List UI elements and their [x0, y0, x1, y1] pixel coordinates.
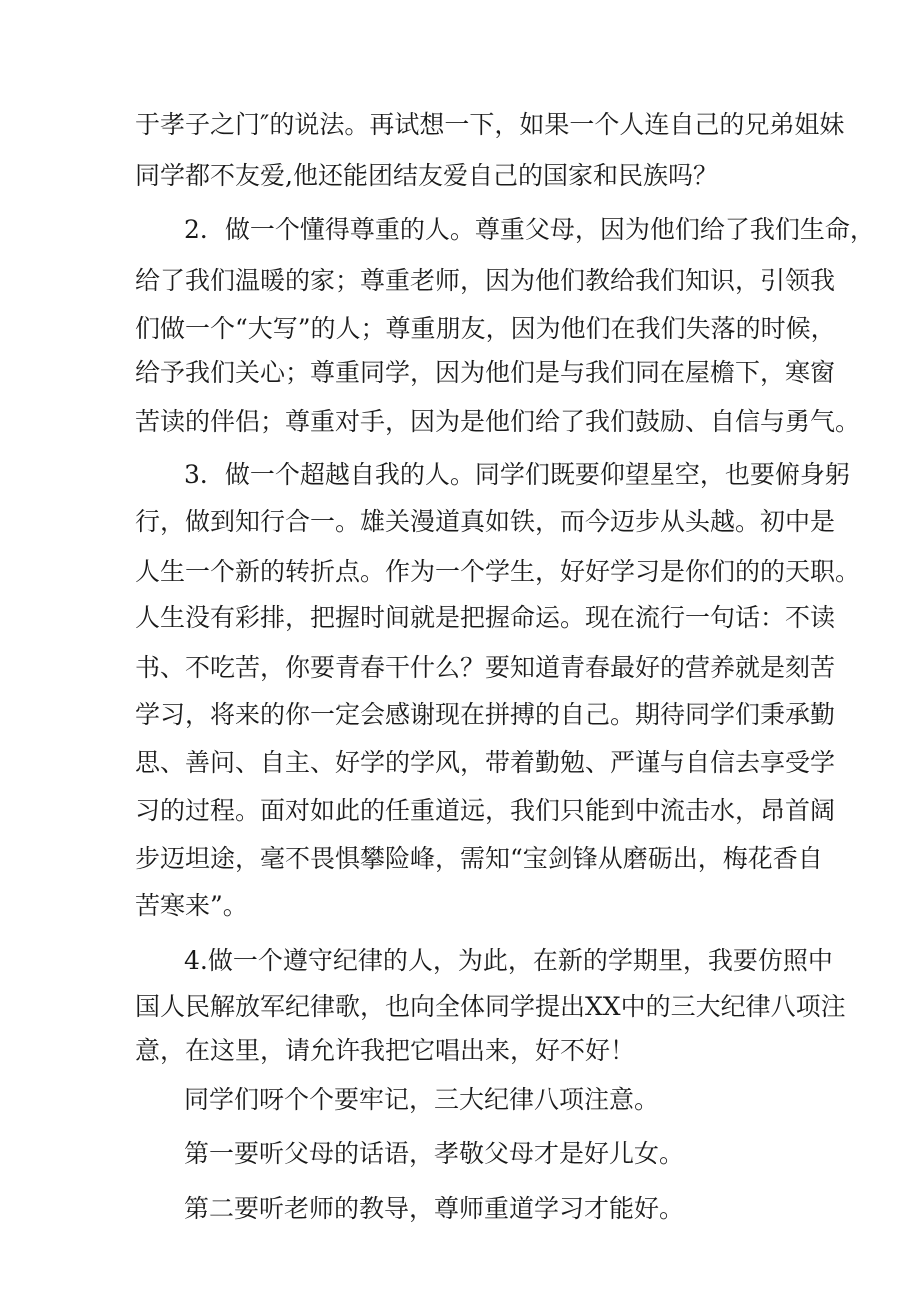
text-line: 于孝子之门″的说法。再试想一下，如果一个人连自己的兄弟姐妹	[135, 110, 845, 139]
text-line: 意，在这里，请允许我把它唱出来，好不好！	[135, 1036, 636, 1065]
text-line: 人生没有彩排，把握时间就是把握命运。现在流行一句话：不读	[135, 603, 836, 632]
text-line: 同学都不友爱,他还能团结友爱自己的国家和民族吗？	[135, 161, 718, 190]
text-line: 习的过程。面对如此的任重道远，我们只能到中流击水，昂首阔	[135, 796, 836, 825]
text-line: 苦寒来”。	[135, 891, 248, 920]
song-line: 第二要听老师的教导，尊师重道学习才能好。	[184, 1194, 685, 1223]
text-line: 给予我们关心；尊重同学，因为他们是与我们同在屋檐下，寒窗	[135, 358, 836, 387]
paragraph-2-first-line: 2．做一个懂得尊重的人。尊重父母，因为他们给了我们生命，	[184, 215, 875, 244]
text-line: 思、善问、自主、好学的学风，带着勤勉、严谨与自信去享受学	[135, 748, 836, 777]
text-line: 书、不吃苦，你要青春干什么？要知道青春最好的营养就是刻苦	[135, 653, 836, 682]
text-line: 行，做到知行合一。雄关漫道真如铁，而今迈步从头越。初中是	[135, 507, 836, 536]
song-line: 同学们呀个个要牢记，三大纪律八项注意。	[184, 1085, 660, 1114]
text-line: 学习，将来的你一定会感谢现在拼搏的自己。期待同学们秉承勤	[135, 700, 836, 729]
text-line: 国人民解放军纪律歌，也向全体同学提出XX中的三大纪律八项注	[135, 992, 846, 1021]
text-line: 步迈坦途，毫不畏惧攀险峰，需知“宝剑锋从磨砺出，梅花香自	[135, 844, 823, 873]
paragraph-4-first-line: 4.做一个遵守纪律的人，为此，在新的学期里，我要仿照中	[184, 946, 833, 975]
text-line: 给了我们温暖的家；尊重老师，因为他们教给我们知识，引领我	[135, 266, 836, 295]
paragraph-3-first-line: 3．做一个超越自我的人。同学们既要仰望星空，也要俯身躬	[184, 460, 850, 489]
text-line: 人生一个新的转折点。作为一个学生，好好学习是你们的的天职。	[135, 557, 861, 586]
song-line: 第一要听父母的话语，孝敬父母才是好儿女。	[184, 1139, 685, 1168]
text-line: 们做一个“大写”的人；尊重朋友，因为他们在我们失落的时候，	[135, 314, 836, 343]
text-line: 苦读的伴侣；尊重对手，因为是他们给了我们鼓励、自信与勇气。	[135, 407, 861, 436]
